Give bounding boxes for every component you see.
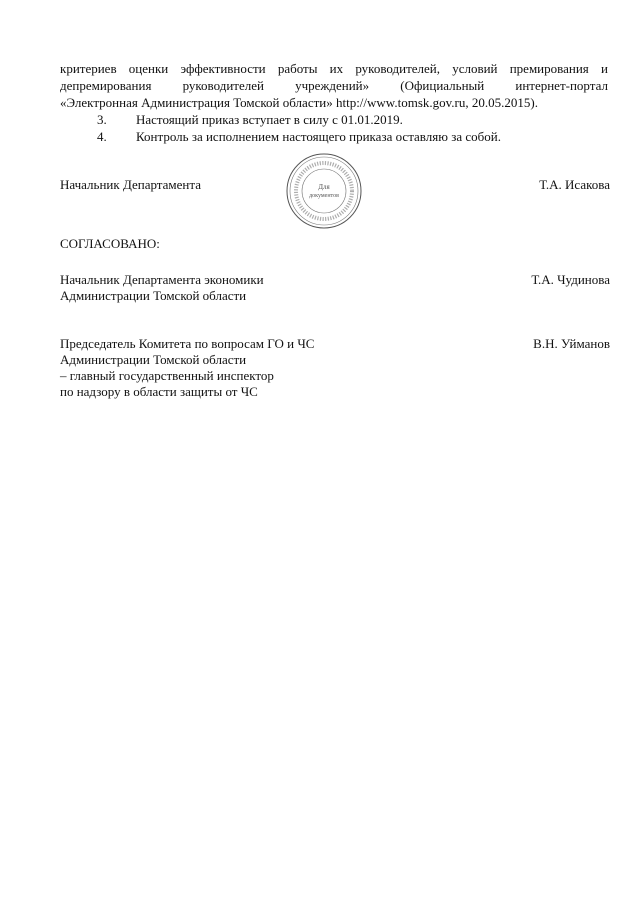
word: и <box>600 61 608 76</box>
paragraph-line-1 <box>60 61 608 77</box>
signatory-name: Т.А. Исакова <box>539 177 610 192</box>
list-text: Настоящий приказ вступает в силу с 01.01.2019. <box>136 112 403 127</box>
word: оценки <box>128 61 169 76</box>
seal-text-top: Для <box>318 183 330 191</box>
word: руководителей, <box>355 61 440 76</box>
word: интернет-портал <box>515 78 608 93</box>
paragraph-line-2 <box>60 78 608 94</box>
list-number: 3. <box>97 112 107 127</box>
list-number: 4. <box>97 129 107 144</box>
approver-title-line: – главный государственный инспектор <box>60 368 274 383</box>
approver-title-line: Администрации Томской области <box>60 288 247 303</box>
approver-title-line: Начальник Департамента экономики <box>60 272 264 287</box>
word: депремирования <box>60 78 152 93</box>
word: учреждений» <box>295 78 370 93</box>
word: (Официальный <box>400 78 485 93</box>
word: критериев <box>60 61 117 76</box>
paragraph-line-3: «Электронная Администрация Томской области» http://www.tomsk.gov.ru, 20.05.2015). <box>60 95 538 110</box>
signatory-title: Начальник Департамента <box>60 177 201 192</box>
approver-title-line: по надзору в области защиты от ЧС <box>60 384 258 399</box>
agreed-label: СОГЛАСОВАНО: <box>60 236 160 251</box>
word: их <box>329 61 344 76</box>
approver-name: В.Н. Уйманов <box>533 336 610 351</box>
word: эффективности <box>180 61 266 76</box>
word: руководителей <box>182 78 264 93</box>
approver-title-line: Председатель Комитета по вопросам ГО и ЧС <box>60 336 315 351</box>
approver-title-line: Администрации Томской области <box>60 352 247 367</box>
word: работы <box>277 61 318 76</box>
word: условий <box>452 61 498 76</box>
seal-stamp <box>285 152 363 230</box>
list-text: Контроль за исполнением настоящего приказа оставляю за собой. <box>136 129 501 144</box>
approver-name: Т.А. Чудинова <box>531 272 610 287</box>
word: премирования <box>509 61 589 76</box>
seal-text-bottom: документов <box>309 193 339 199</box>
